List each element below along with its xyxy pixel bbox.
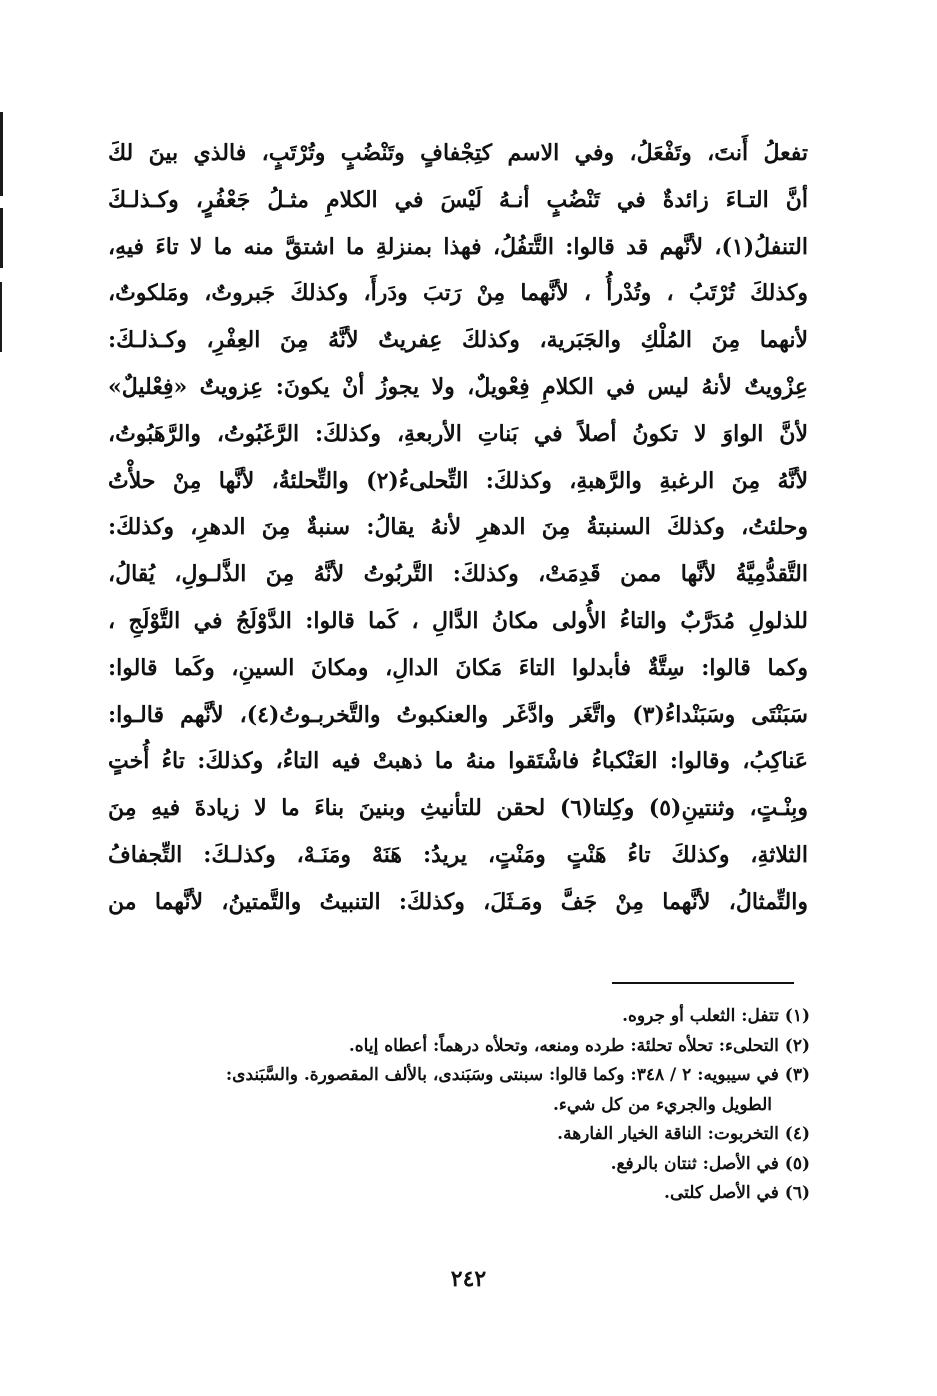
- text-line: التَّقدُّمِيَّةُ لأنَّها ممن قَدِمَتْ، وكذلكَ: التَّربُوتُ لأنَّهُ مِنَ الذَّلـولِ، يُقالُ،: [108, 561, 808, 588]
- book-page: [108, 130, 808, 926]
- text-line: لأنهما مِنَ المُلْكِ والجَبَرية، وكذلكَ عِفريتٌ لأنَّهُ مِنَ العِفْرِ، وكـذلـكَ:: [108, 327, 808, 354]
- footnote-marker: (٥): [784, 1153, 810, 1174]
- footnote-4: [110, 1120, 810, 1150]
- scan-edge-mark: [0, 282, 2, 352]
- footnote-text: في الأصل: ثنتان بالرفع.: [610, 1153, 779, 1174]
- footnote-separator: [612, 982, 794, 984]
- text-line: للذلولِ مُدَرَّبٌ والتاءُ الأُولى مكانُ الدَّالِ ، كَما قالوا: الدَّوْلَجُ في التَّوْلَجِ ،: [108, 607, 808, 634]
- footnote-marker: (٤): [784, 1124, 810, 1144]
- footnote-2: [110, 1032, 810, 1062]
- footnote-text-continued: الطويل والجريء من كل شيء.: [552, 1094, 772, 1115]
- text-line: لأنَّ الواوَ لا تكونُ أصلاً في بَناتِ الأربعةِ، وكذلكَ: الرَّغَبُوتُ، والرَّهَبُوتُ،: [108, 420, 808, 447]
- scan-edge-mark: [0, 208, 3, 268]
- footnote-text: في الأصل كلتى.: [664, 1183, 779, 1203]
- footnote-marker: (٣): [784, 1065, 810, 1085]
- text-line: سَبَنْتَى وسَبَنْداءُ(٣) واتَّغَر وادَّغَر والعنكبوتُ والتَّخربـوتُ(٤)، لأنَّهم قالـوا:: [108, 701, 808, 728]
- text-line: التنفلُ(١)، لأنَّهم قد قالوا: التَّتفُلُ، فهذا بمنزلةِ ما اشتقَّ منه ما لا تاءَ فيهِ،: [108, 233, 808, 260]
- text-line: وبِنْـتٍ، وثنتينِ(٥) وكِلتا(٦) لحقن للتأنيثِ وبنينَ بناءَ ما لا زيادةَ فيهِ مِنَ: [108, 795, 808, 822]
- footnote-text: تتفل: الثعلب أو جروه.: [622, 1006, 779, 1026]
- footnotes: [110, 1002, 810, 1209]
- page-number: ٢٤٢: [450, 1266, 487, 1292]
- body-text: [108, 130, 808, 926]
- text-line: والتِّمثالُ، لأنَّهما مِنْ جَفَّ ومَـثَلَ، وكذلكَ: التنبيتُ والتَّمتينُ، لأنَّهما من: [108, 888, 808, 915]
- text-line: الثلاثةِ، وكذلكَ تاءُ هَنْتٍ ومَنْتٍ، يريدُ: هَنَهْ ومَنَـهْ، وكذلـكَ: التِّجفافُ: [108, 841, 808, 868]
- footnote-6: [110, 1179, 810, 1209]
- footnote-text: التحلىء: تحلأه تحلئة: طرده ومنعه، وتحلأه درهماً: أعطاه إياه.: [348, 1035, 779, 1056]
- footnote-marker: (٢): [784, 1035, 810, 1056]
- footnote-5: [110, 1150, 810, 1180]
- footnote-marker: (١): [784, 1006, 810, 1026]
- text-line: عَناكِبُ، وقالوا: العَنْكباءُ فاشْتَقوا منهُ ما ذهبتْ فيه التاءُ، وكذلكَ: تاءُ أُختٍ: [108, 748, 808, 775]
- footnote-marker: (٦): [784, 1183, 810, 1203]
- footnote-3: [110, 1061, 810, 1120]
- text-line: وحلئتُ، وكذلكَ السنبتةُ مِنَ الدهرِ لأنهُ يقالُ: سنبةٌ مِنَ الدهرِ، وكذلكَ:: [108, 514, 808, 541]
- text-line: عِزْويتٌ لأنهُ ليس في الكلامِ فِعْويلٌ، ولا يجوزُ أنْ يكونَ: عِزويتٌ «فِعْليلٌ»: [108, 373, 808, 400]
- footnote-1: [110, 1002, 810, 1032]
- footnote-text: في سيبويه: ٢ / ٣٤٨: وكما قالوا: سبنتى وسَبَندى، بالألف المقصورة. والسَّبَندى:: [225, 1065, 779, 1085]
- text-line: لأنَّهُ مِنَ الرغبةِ والرَّهبةِ، وكذلكَ: التِّحلىءُ(٢) والتِّحلئةُ، لأنَّها مِنْ حلأْتُ: [108, 467, 808, 494]
- footnote-text: التخربوت: الناقة الخيار الفارهة.: [557, 1124, 779, 1144]
- text-line: تفعلُ أَنتَ، وتَفْعَلُ، وفي الاسم كتِجْفافٍ وتَنْضُبٍ وتُرْتَبٍ، فالذي بينَ لكَ: [108, 140, 808, 166]
- text-line: وكما قالوا: سِتَّةٌ فأبدلوا التاءَ مَكانَ الدالِ، ومكانَ السينِ، وكَما قالوا:: [108, 654, 808, 681]
- text-line: وكذلكَ تُرْتَبُ ، وتُدْرأُ ، لأنَّهما مِنْ رَتبَ ودَرأَ، وكذلكَ جَبروتٌ، ومَلكوتٌ،: [108, 280, 808, 307]
- scan-edge-mark: [0, 112, 3, 196]
- text-line: أنَّ التـاءَ زائدةٌ في تَنْضُبٍ أنـهُ لَيْسَ في الكلامِ مثـلُ جَعْفُرٍ، وكـذلـكَ: [108, 186, 808, 213]
